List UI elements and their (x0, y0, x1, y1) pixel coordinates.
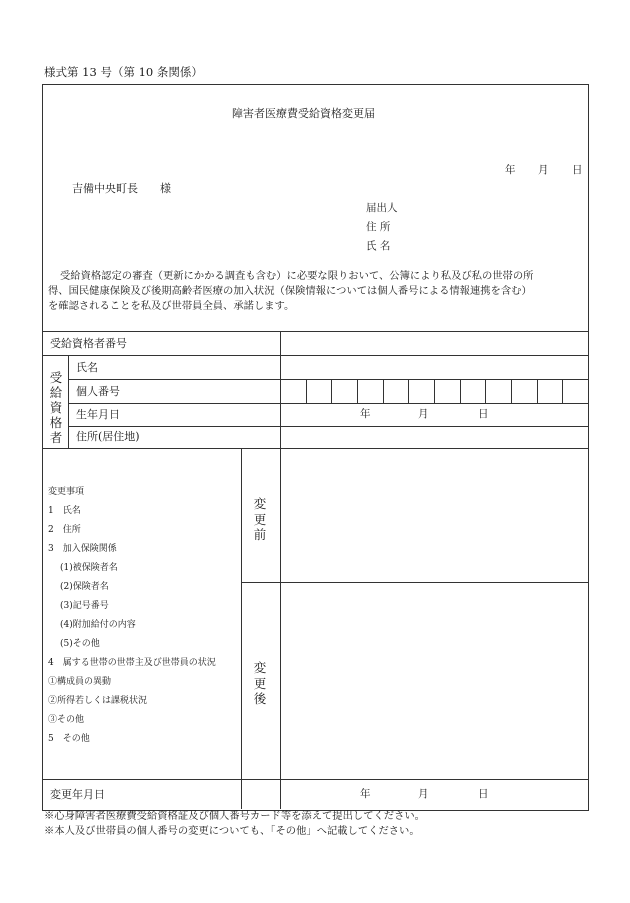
before-label-char: 変 (253, 496, 267, 511)
name-label: 氏名 (76, 361, 98, 374)
after-label-char: 変 (253, 660, 267, 675)
change-date-day: 日 (478, 788, 489, 800)
digit-divider (562, 380, 563, 404)
changes-column-divider-2 (280, 448, 281, 809)
change-item: ②所得若しくは課税状況 (48, 696, 148, 706)
before-label (253, 496, 267, 543)
consent-line-3: を確認されることを私及び世帯員全員、承諾します。 (48, 300, 295, 312)
notifier-label: 届出人 (366, 202, 398, 214)
change-item: (1)被保険者名 (60, 563, 118, 573)
birth-day: 日 (478, 408, 489, 420)
digit-divider (306, 380, 307, 404)
date-day: 日 (572, 164, 583, 176)
addressee: 吉備中央町長 様 (72, 182, 171, 195)
change-item: (4)附加給付の内容 (60, 620, 136, 630)
form-number: 様式第 13 号（第 10 条関係） (44, 65, 203, 79)
change-item: ③その他 (48, 715, 85, 725)
recipient-group-char: 受 (49, 370, 63, 385)
personal-number-label: 個人番号 (76, 385, 120, 398)
digit-divider (434, 380, 435, 404)
before-after-divider (241, 582, 588, 583)
applicant-address-label: 住 所 (366, 221, 391, 233)
consent-line-2: 得、国民健康保険及び後期高齢者医療の加入状況（保険情報については個人番号による情報連携を含む） (48, 285, 532, 297)
change-date-line (42, 779, 588, 780)
label-value-divider (280, 331, 281, 448)
date-year: 年 (505, 164, 516, 176)
row-line-5 (42, 448, 588, 449)
footnote-1: ※心身障害者医療費受給資格証及び個人番号カード等を添えて提出してください。 (44, 810, 425, 822)
after-label (253, 660, 267, 707)
change-date-year: 年 (360, 788, 371, 800)
digit-divider (485, 380, 486, 404)
before-label-char: 前 (253, 527, 267, 543)
recipient-group-char: 格 (49, 415, 63, 430)
recipient-group-char: 給 (49, 385, 63, 400)
date-month: 月 (538, 164, 549, 176)
digit-divider (511, 380, 512, 404)
row-line-4 (68, 426, 588, 427)
change-item: 5 その他 (48, 734, 90, 744)
digit-divider (537, 380, 538, 404)
change-item: 1 氏名 (48, 506, 81, 516)
change-item: 2 住所 (48, 525, 81, 535)
change-date-label: 変更年月日 (50, 788, 105, 801)
recipient-group-char: 資 (49, 400, 63, 415)
change-item: (2)保険者名 (60, 582, 109, 592)
change-item: (3)記号番号 (60, 601, 109, 611)
birth-year: 年 (360, 408, 371, 420)
row-line-2 (68, 379, 588, 380)
changes-column-divider-1 (241, 448, 242, 809)
footnote-2: ※本人及び世帯員の個人番号の変更についても、「その他」へ記載してください。 (44, 825, 420, 837)
digit-divider (331, 380, 332, 404)
after-label-char: 更 (253, 675, 267, 691)
before-label-char: 更 (253, 511, 267, 527)
recipient-number-label: 受給資格者番号 (50, 337, 127, 350)
recipient-group-char: 者 (49, 430, 63, 445)
change-item: 4 属する世帯の世帯主及び世帯員の状況 (48, 658, 216, 668)
birth-month: 月 (418, 408, 429, 420)
form-title: 障害者医療費受給資格変更届 (232, 107, 375, 120)
row-line-1 (42, 355, 588, 356)
digit-divider (357, 380, 358, 404)
change-date-month: 月 (418, 788, 429, 800)
digit-divider (383, 380, 384, 404)
group-column-divider (68, 355, 69, 448)
change-item: 3 加入保険関係 (48, 544, 117, 554)
digit-divider (460, 380, 461, 404)
changes-heading: 変更事項 (48, 487, 85, 497)
digit-divider (408, 380, 409, 404)
change-item: (5)その他 (60, 639, 100, 649)
recipient-group-label (49, 370, 63, 445)
address-label: 住所(居住地) (76, 430, 140, 443)
applicant-name-label: 氏 名 (366, 240, 391, 252)
consent-line-1: 受給資格認定の審査（更新にかかる調査も含む）に必要な限りおいて、公簿により私及び私の世帯の所 (60, 270, 534, 282)
birthdate-label: 生年月日 (76, 408, 120, 421)
after-label-char: 後 (253, 691, 267, 707)
row-line-3 (68, 403, 588, 404)
change-item: ①構成員の異動 (48, 677, 112, 687)
table-top-line (42, 331, 588, 332)
